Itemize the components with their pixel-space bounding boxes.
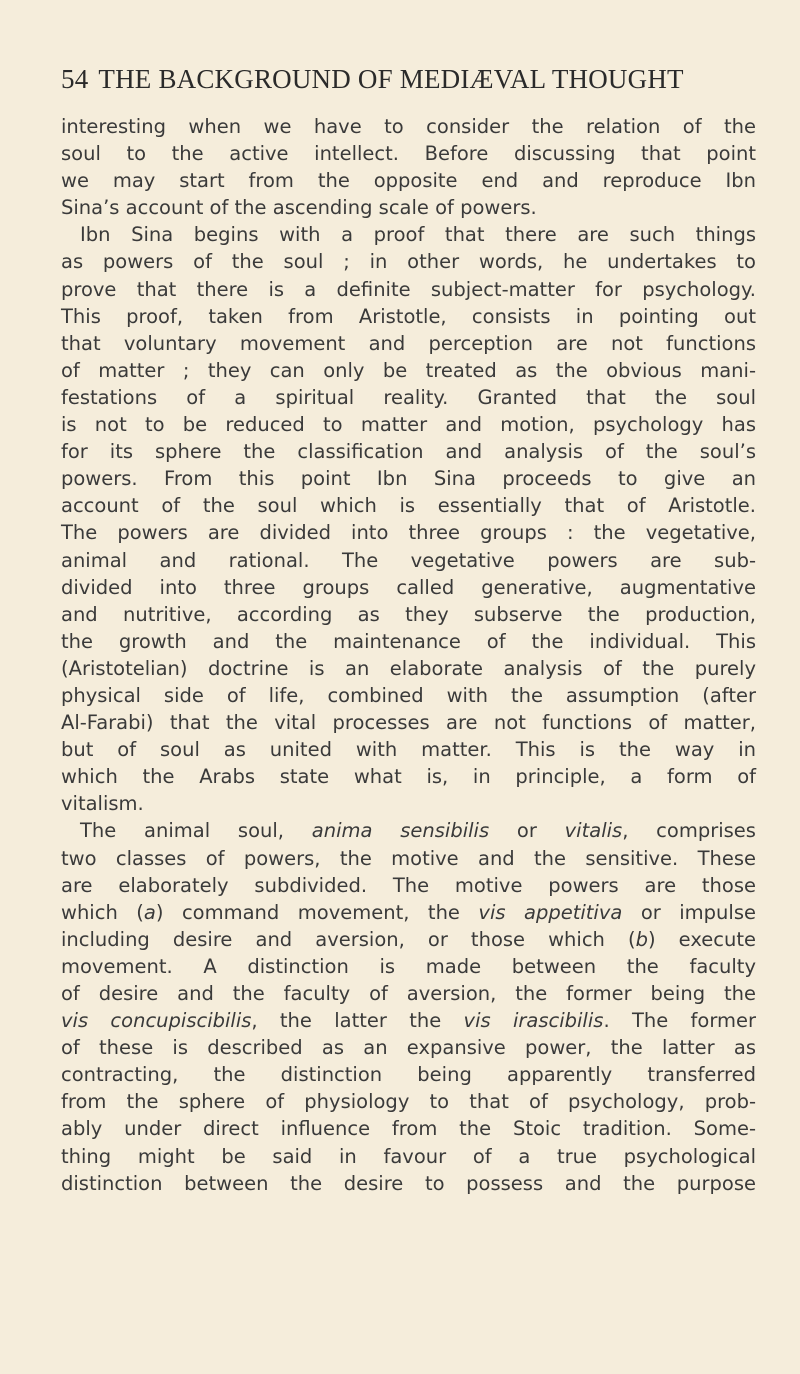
- text-line: of desire and the faculty of aversion, the former being the: [61, 982, 756, 1005]
- text-line: from the sphere of physiology to that of psychology, prob-: [61, 1090, 756, 1114]
- text-line: and nutritive, according as they subserve the production,: [61, 602, 756, 626]
- text-line: but of soul as united with matter. This is the way in: [61, 738, 756, 762]
- text-line: vitalism.: [61, 792, 144, 816]
- text-line: movement. A distinction is made between the faculty: [61, 954, 756, 978]
- text-line: distinction between the desire to possess and the purpose: [61, 1171, 756, 1195]
- text-line: thing might be said in favour of a true psychological: [61, 1144, 756, 1168]
- text-line: that voluntary movement and perception are not functions: [61, 331, 756, 355]
- text-line: account of the soul which is essentially that of Aristotle.: [61, 494, 756, 518]
- text-line: for its sphere the classification and analysis of the soul’s: [61, 440, 756, 464]
- text-line: Ibn Sina begins with a proof that there are such things: [80, 223, 756, 247]
- text-line: Al-Farabi) that the vital processes are not functions of matter,: [61, 711, 756, 735]
- text-line: is not to be reduced to matter and motion, psychology has: [61, 413, 756, 437]
- running-title: THE BACKGROUND OF MEDIÆVAL THOUGHT: [98, 64, 684, 94]
- text-line: (Aristotelian) doctrine is an elaborate analysis of the purely: [61, 656, 756, 680]
- text-line: we may start from the opposite end and reproduce Ibn: [61, 169, 756, 193]
- text-line: The animal soul, anima sensibilis or vitalis, comprises: [80, 819, 756, 843]
- text-line: Sina’s account of the ascending scale of powers.: [61, 196, 537, 220]
- page-number: 54: [61, 64, 89, 94]
- text-line: are elaborately subdivided. The motive powers are those: [61, 873, 756, 897]
- body-text: [61, 113, 756, 1197]
- text-line: soul to the active intellect. Before discussing that point: [61, 142, 756, 166]
- text-line: prove that there is a definite subject-matter for psychology.: [61, 277, 756, 301]
- text-line: which (a) command movement, the vis appetitiva or impulse: [61, 900, 756, 924]
- text-line: vis concupiscibilis, the latter the vis irascibilis. The former: [61, 1009, 757, 1033]
- text-line: ably under direct influence from the Stoic tradition. Some-: [61, 1117, 756, 1141]
- text-line: physical side of life, combined with the assumption (after: [61, 683, 756, 707]
- text-line: which the Arabs state what is, in principle, a form of: [61, 765, 756, 789]
- text-line: of matter ; they can only be treated as the obvious mani-: [61, 358, 756, 382]
- text-line: animal and rational. The vegetative powers are sub-: [61, 548, 756, 572]
- text-line: as powers of the soul ; in other words, he undertakes to: [61, 250, 756, 274]
- text-line: The powers are divided into three groups : the vegetative,: [61, 521, 756, 545]
- text-line: the growth and the maintenance of the individual. This: [61, 629, 756, 653]
- text-line: two classes of powers, the motive and the sensitive. These: [61, 846, 756, 870]
- text-line: contracting, the distinction being apparently transferred: [61, 1063, 756, 1087]
- text-line: This proof, taken from Aristotle, consists in pointing out: [61, 304, 756, 328]
- text-line: interesting when we have to consider the relation of the: [61, 115, 756, 138]
- text-line: festations of a spiritual reality. Granted that the soul: [61, 385, 756, 409]
- text-line: of these is described as an expansive power, the latter as: [61, 1036, 756, 1060]
- text-line: divided into three groups called generative, augmentative: [61, 575, 756, 599]
- text-line: powers. From this point Ibn Sina proceeds to give an: [61, 467, 756, 491]
- text-line: including desire and aversion, or those which (b) execute: [61, 927, 756, 951]
- running-head: [61, 64, 751, 95]
